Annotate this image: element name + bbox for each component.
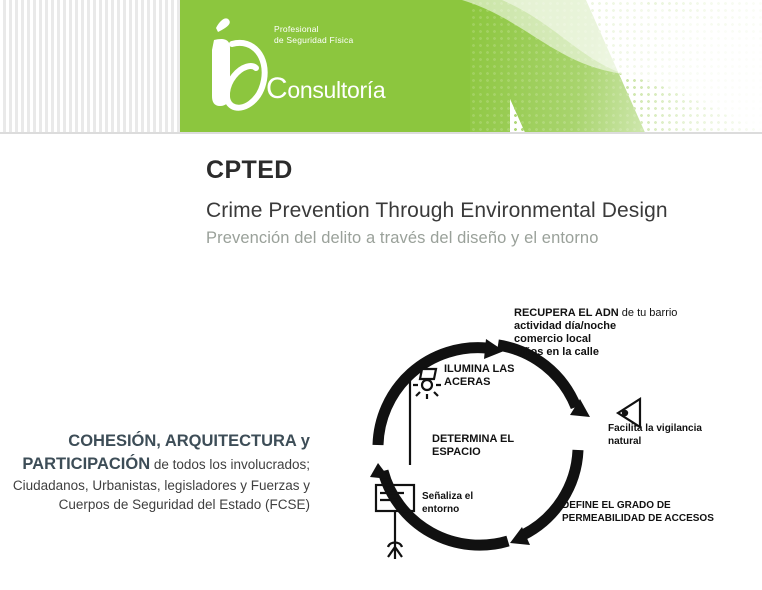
left-paragraph — [10, 430, 310, 514]
left-paragraph-emphasis: COHESIÓN, ARQUITECTURA y PARTICIPACIÓN — [22, 432, 310, 473]
label-facilita-vigilancia: Facilita la vigilancia natural — [608, 423, 702, 447]
title-block — [206, 156, 751, 248]
io-logo-mark — [196, 10, 276, 120]
header-divider — [0, 132, 762, 134]
logo-wordmark-cap: C — [266, 72, 288, 105]
label-determina-espacio: DETERMINA EL ESPACIO — [432, 433, 514, 458]
label-recupera-line4: niños en la calle — [514, 346, 599, 358]
logo-wordmark — [266, 72, 385, 106]
label-define-permeabilidad: DEFINE EL GRADO DE PERMEABILIDAD DE ACCESOS — [562, 500, 714, 524]
left-paragraph-rest: de todos los involucrados; Ciudadanos, Urbanistas, legisladores y Fuerzas y Cuerpos de Seguridad del Estado (FCSE) — [12, 457, 310, 512]
label-recupera-line3: comercio local — [514, 333, 592, 345]
title-english: Crime Prevention Through Environmental Design — [206, 199, 668, 222]
label-recupera-line2: actividad día/noche — [514, 320, 617, 332]
label-recupera-rest: de tu barrio — [618, 307, 678, 319]
header-wave-decoration — [462, 0, 762, 132]
label-senaliza-entorno: Señaliza el entorno — [422, 491, 474, 515]
label-recupera-adn — [514, 307, 704, 359]
logo-tagline-line2: de Seguridad Física — [274, 35, 354, 45]
page-title: CPTED — [206, 156, 293, 184]
logo-tagline-line1: Profesional — [274, 24, 319, 34]
cpted-cycle-diagram — [318, 295, 758, 585]
logo-tagline — [274, 24, 353, 46]
title-spanish: Prevención del delito a través del diseño y el entorno — [206, 229, 599, 247]
header-stripe-pattern — [0, 0, 196, 132]
label-ilumina-aceras: ILUMINA LAS ACERAS — [444, 363, 515, 388]
brand-logo — [196, 8, 436, 124]
page-header — [0, 0, 762, 132]
logo-wordmark-rest: onsultoría — [287, 77, 386, 103]
label-recupera-bold: RECUPERA EL ADN — [514, 307, 619, 319]
